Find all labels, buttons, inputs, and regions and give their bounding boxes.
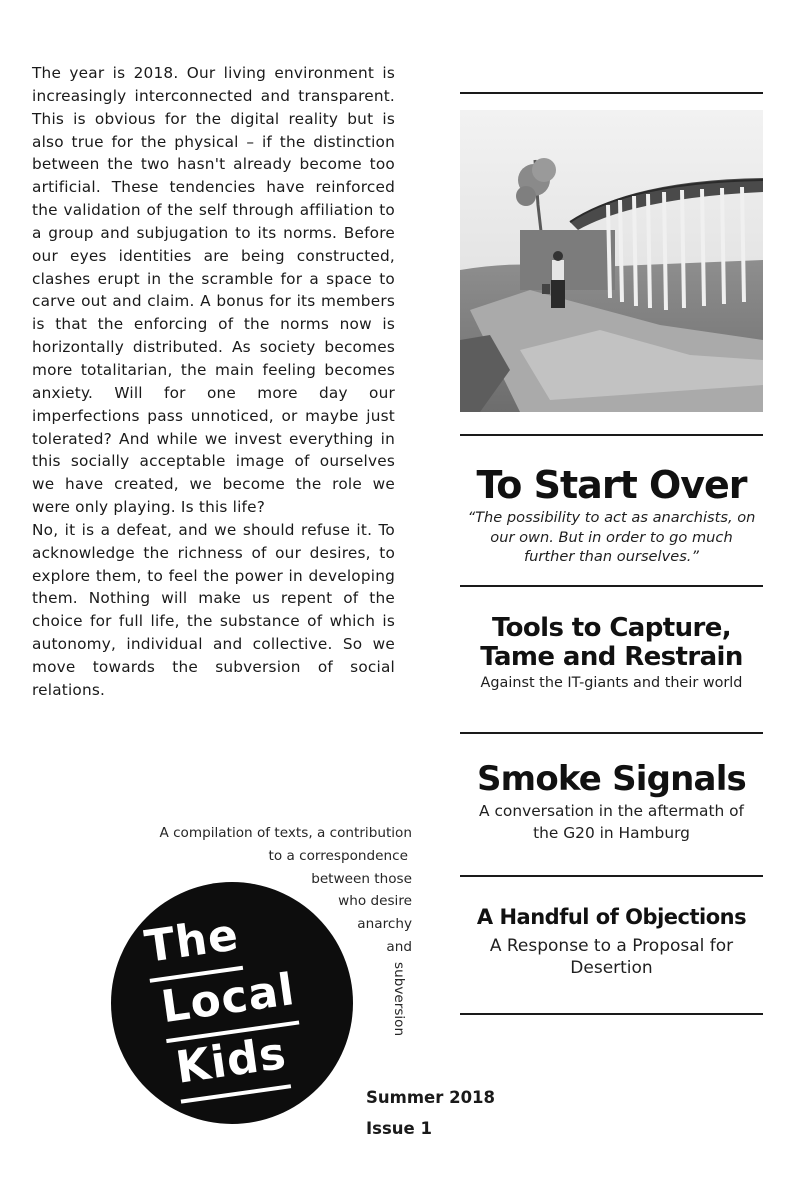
divider (460, 1013, 763, 1015)
logo-word: The (141, 904, 243, 982)
logo-wordmark (141, 892, 345, 1101)
contents-entry (460, 903, 763, 979)
article-subtitle: “The possibility to act as anarchists, on our own. But in order to go much further than ourselves.” (467, 509, 756, 565)
tagline-line: and (386, 938, 412, 955)
article-subtitle: A Response to a Proposal for Desertion (489, 936, 734, 978)
article-title: A Handful of Objections (476, 905, 747, 929)
issue-number: Issue 1 (366, 1119, 432, 1138)
tagline-line: anarchy (357, 916, 412, 933)
tagline-line: to a correspondence (268, 847, 408, 864)
intro-paragraph: No, it is a defeat, and we should refuse it. To acknowledge the richness of our desires, to explore them, to feel the power in developing them. Nothing will make us repent of the choice for full life, the substance of which is autonomy, individual and collective. So we move towards the subversion of social relations. (32, 520, 395, 699)
article-title: To Start Over (476, 463, 747, 507)
tagline-vertical-word: subversion (391, 962, 407, 1037)
divider (460, 732, 763, 734)
logo-word: Kids (172, 1023, 291, 1104)
intro-paragraph: The year is 2018. Our living environment is increasingly interconnected and transparent. This is obvious for the digital reality but is also true for the physical – if the distinction between the two hasn't already become too artificial. These tendencies have reinforced the validation of the self through affiliation to a group and subjugation to its norms. Before our eyes identities are being constructed, clashes erupt in the scramble for a space to carve out and claim. A bonus for its members is that the enforcing of the norms now is horizontally distributed. As society becomes more totalitarian, the main feeling becomes anxiety. Will for one more day our imperfections pass unnoticed, or maybe just tolerated? And while we invest everything in this socially acceptable image of ourselves we have created, we become the role we were only playing. Is this life? (32, 64, 395, 517)
divider (460, 585, 763, 587)
divider (460, 875, 763, 877)
tagline-line: A compilation of texts, a contribution (159, 825, 412, 841)
tagline-line: who desire (338, 893, 412, 910)
intro-text (32, 62, 395, 702)
issue-info (366, 1082, 495, 1144)
contents-entry (460, 758, 763, 844)
cover-photo (460, 110, 763, 412)
issue-season: Summer 2018 (366, 1088, 496, 1107)
tagline-line: between those (311, 870, 412, 887)
article-title: Tools to Capture, Tame and Restrain (480, 613, 743, 672)
contents-entry (460, 614, 763, 693)
tagline-vertical (391, 962, 417, 1042)
divider (460, 434, 763, 436)
article-title: Smoke Signals (477, 759, 746, 799)
article-subtitle: Against the IT-giants and their world (480, 675, 743, 691)
logo-word: Local (157, 959, 299, 1043)
article-subtitle: A conversation in the aftermath of the G20 in Hamburg (479, 802, 744, 842)
the-local-kids-logo (111, 882, 353, 1124)
contents-entry (460, 462, 763, 567)
divider (460, 92, 763, 94)
